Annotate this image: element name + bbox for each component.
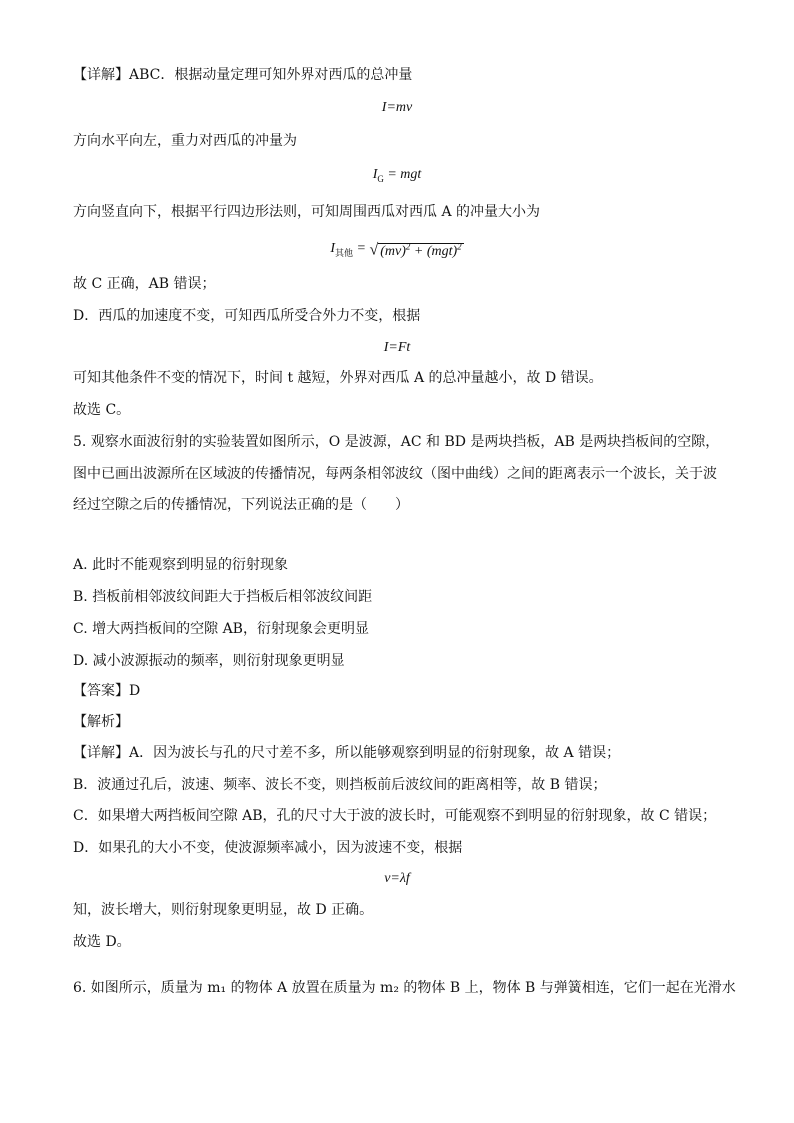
q4-formula-total-impulse: I=mv [381,100,413,115]
q5-choice-line: 故选 D。 [73,934,131,950]
q5-option-a: A. 此时不能观察到明显的衍射现象 [73,557,289,573]
q4-text-line: 可知其他条件不变的情况下，时间 t 越短，外界对西瓜 A 的总冲量越小，故 D 错误。 [73,370,603,386]
q5-answer: 【答案】D [73,683,141,699]
q5-detail-line: 知，波长增大，则衍射现象更明显，故 D 正确。 [73,902,374,918]
q5-detail-line: D．如果孔的大小不变，使波源频率减小，因为波速不变，根据 [73,840,463,856]
q5-stem-line: 图中已画出波源所在区域波的传播情况，每两条相邻波纹（图中曲线）之间的距离表示一个波长，关于波 [73,466,717,482]
q5-analysis-heading: 【解析】 [73,714,129,730]
q4-text-line: 方向水平向左，重力对西瓜的冲量为 [73,133,297,149]
q5-stem-line: 经过空隙之后的传播情况，下列说法正确的是（ ） [73,497,409,513]
q5-detail-line: B．波通过孔后，波速、频率、波长不变，则挡板前后波纹间的距离相等，故 B 错误； [73,777,607,793]
q5-option-b: B. 挡板前相邻波纹间距大于挡板后相邻波纹间距 [73,589,373,605]
q5-formula-wave: v=λf [384,871,410,886]
q5-option-c: C. 增大两挡板间的空隙 AB，衍射现象会更明显 [73,621,369,637]
q4-formula-other-impulse: $I_{其他}$ = √ (mv)$^2$ + (mgt)$^2$ [0,236,794,263]
q5-detail-line: 【详解】A．因为波长与孔的尺寸差不多，所以能够观察到明显的衍射现象，故 A 错误； [73,745,621,761]
q5-stem-line: 5. 观察水面波衍射的实验装置如图所示，O 是波源，AC 和 BD 是两块挡板，AB 是两块挡板间的空隙， [73,434,720,450]
q4-formula-gravity-impulse: $I_G$ = mgt [372,167,422,184]
q4-text-line: 方向竖直向下，根据平行四边形法则，可知周围西瓜对西瓜 A 的冲量大小为 [73,204,541,220]
q5-option-d: D. 减小波源振动的频率，则衍射现象更明显 [73,653,345,669]
q4-formula-ft: I=Ft [383,340,411,355]
q4-choice-line: 故选 C。 [73,402,131,418]
q4-detail-line: 【详解】ABC．根据动量定理可知外界对西瓜的总冲量 [73,67,413,83]
q6-stem-line: 6. 如图所示，质量为 m₁ 的物体 A 放置在质量为 m₂ 的物体 B 上，物体 B 与弹簧相连，它们一起在光滑水 [73,980,736,996]
sqrt-symbol: √ (mv)$^2$ + (mgt)$^2$ [369,241,462,259]
q4-text-line: 故 C 正确，AB 错误； [73,276,216,292]
q5-detail-line: C．如果增大两挡板间空隙 AB，孔的尺寸大于波的波长时，可能观察不到明显的衍射现象，故 C 错误； [73,808,717,824]
q4-text-line: D．西瓜的加速度不变，可知西瓜所受合外力不变，根据 [73,308,421,324]
